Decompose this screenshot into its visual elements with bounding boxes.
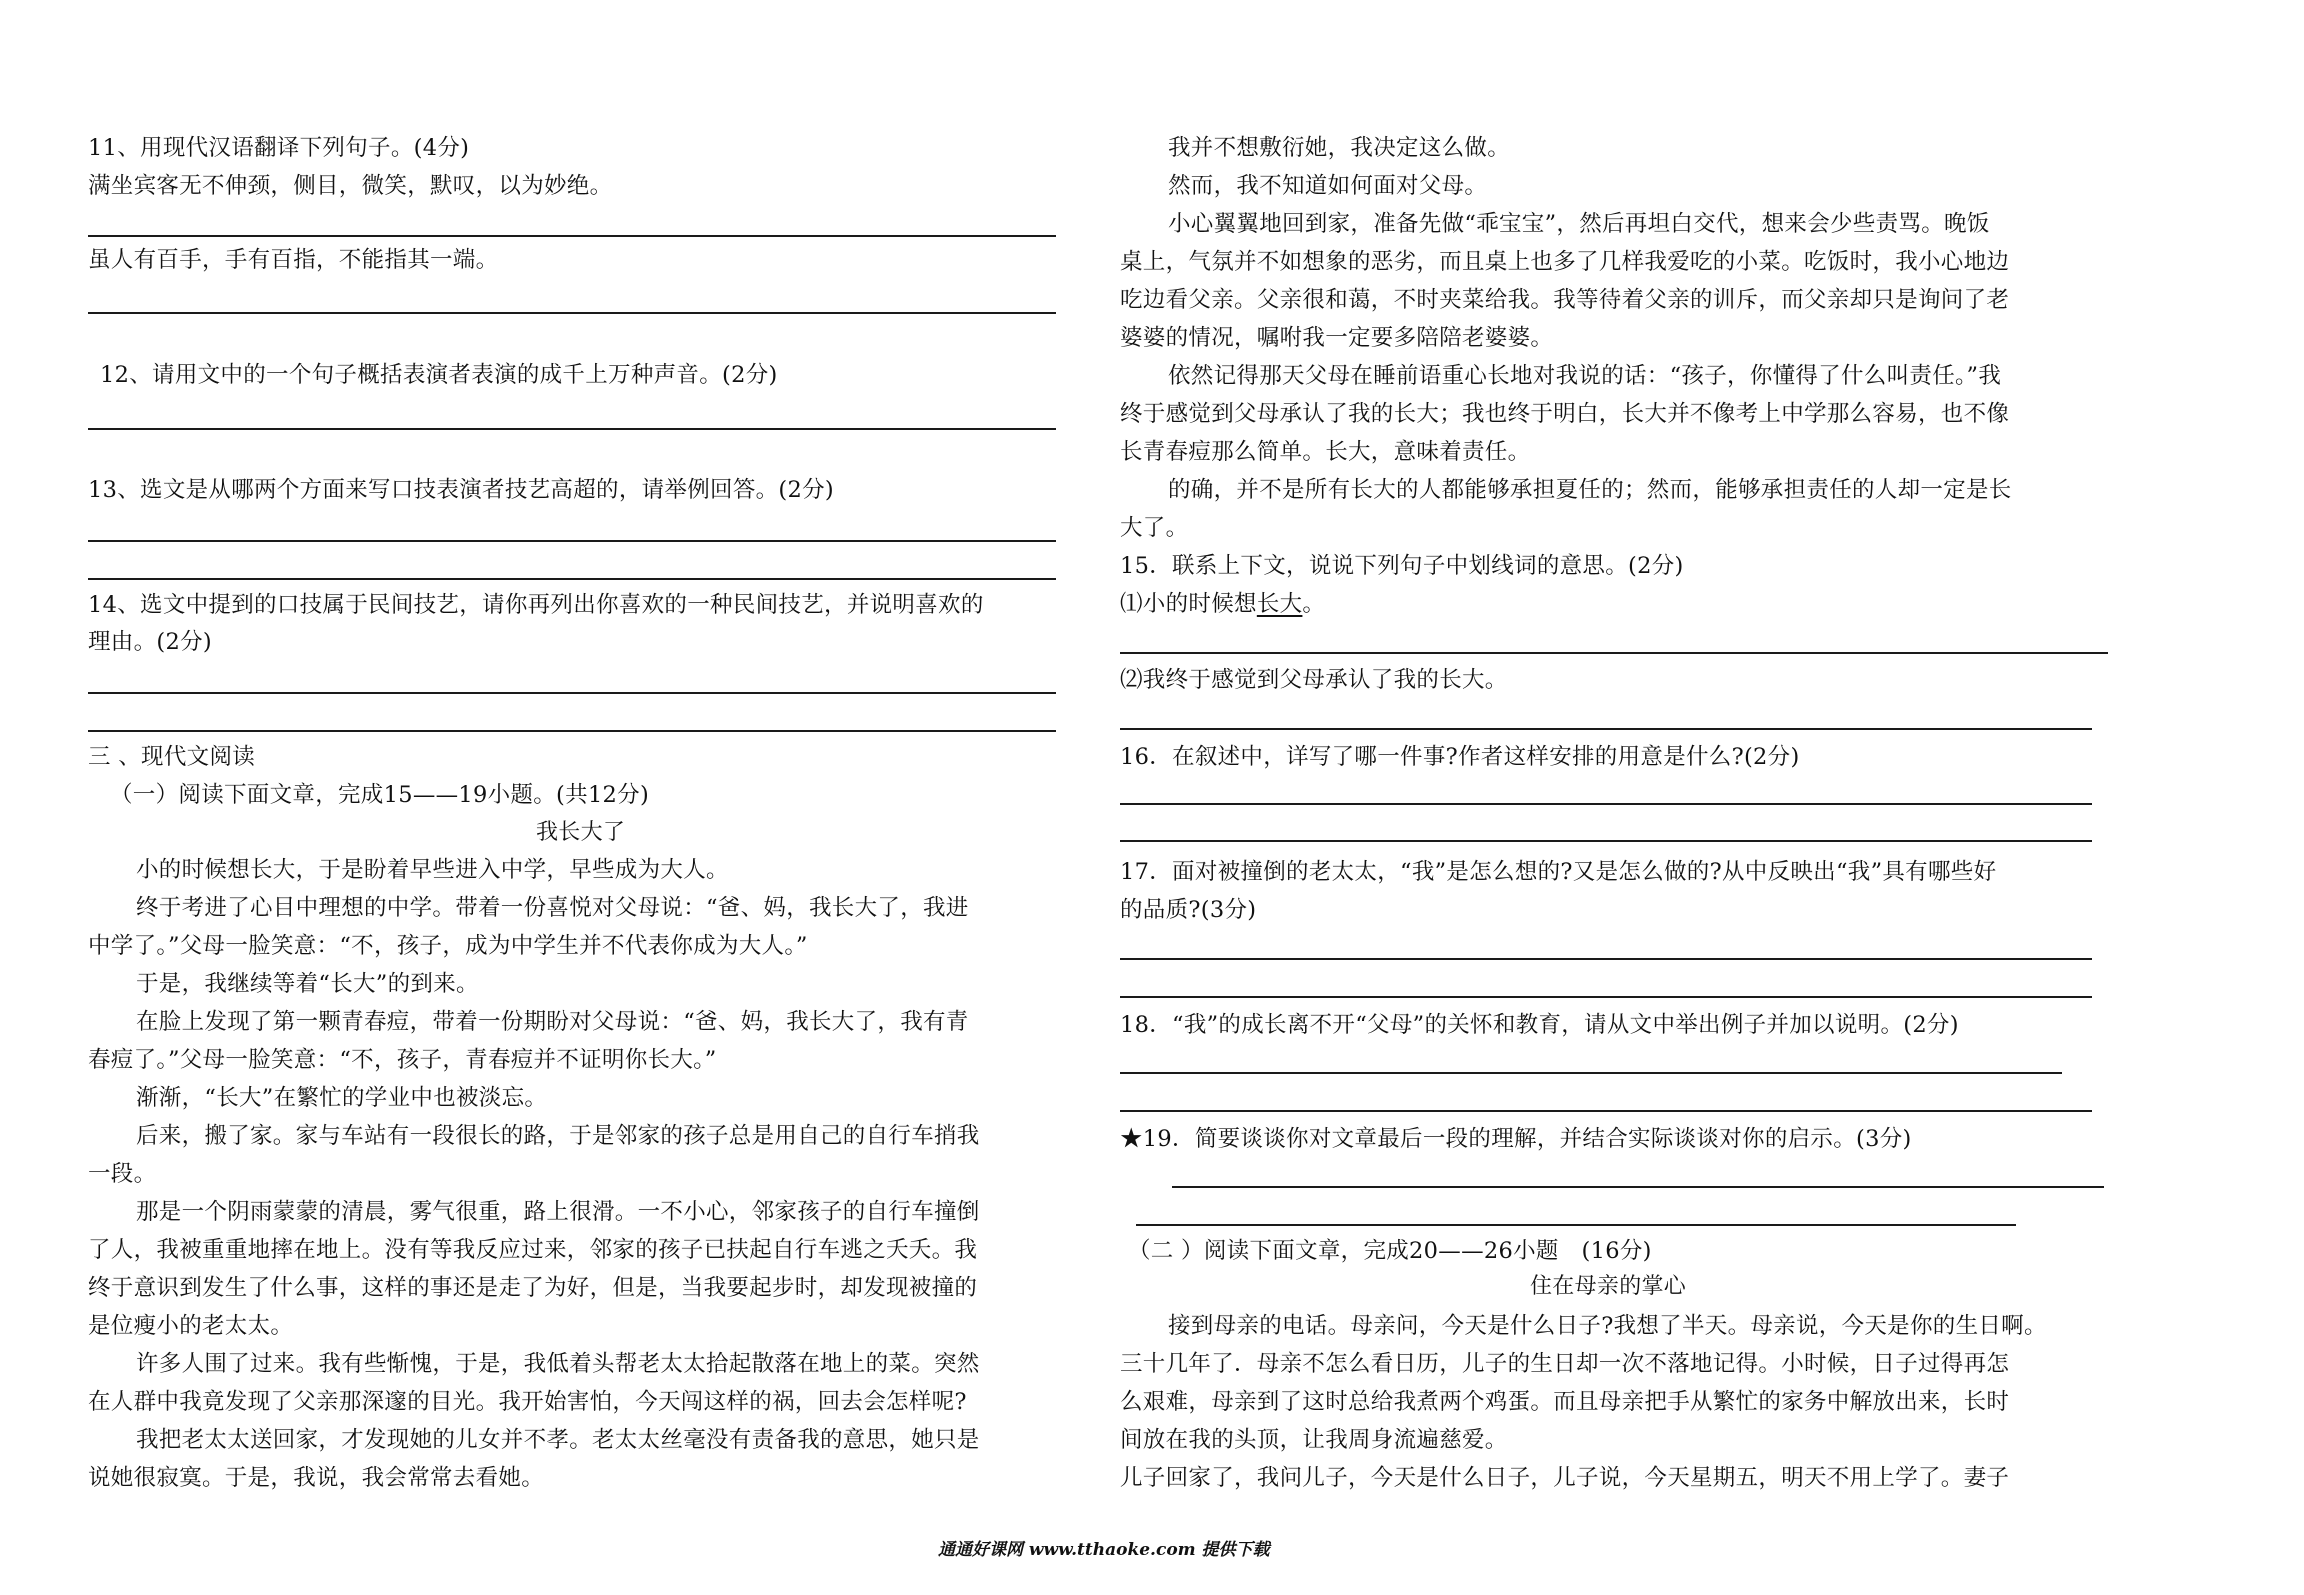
answer-line: [1120, 1110, 2092, 1112]
answer-line: [1120, 840, 2092, 842]
answer-line: [88, 235, 1056, 237]
answer-line: [1120, 728, 2092, 730]
article-paragraph: 渐渐，“长大”在繁忙的学业中也被淡忘。: [136, 1085, 548, 1111]
article-2-paragraph: 儿子回家了，我问儿子，今天是什么日子，儿子说，今天星期五，明天不用上学了。妻子: [1120, 1465, 2010, 1491]
article-paragraph: 许多人围了过来。我有些惭愧，于是，我低着头帮老太太拾起散落在地上的菜。突然: [136, 1351, 980, 1377]
answer-line: [88, 730, 1056, 732]
article-paragraph: 了人，我被重重地摔在地上。没有等我反应过来，邻家的孩子已扶起自行车逃之夭夭。我: [88, 1237, 978, 1263]
article-paragraph: 长青春痘那么简单。长大，意味着责任。: [1120, 439, 1531, 465]
question-15-item-1: [1120, 589, 1325, 619]
answer-line: [88, 540, 1056, 542]
article-2-paragraph: 三十几年了．母亲不怎么看日历，儿子的生日却一次不落地记得。小时候，日子过得再怎: [1120, 1351, 2010, 1377]
question-14-line-2: 理由。(2分): [88, 629, 212, 655]
article-paragraph: 大了。: [1120, 515, 1189, 541]
question-19: ★19．简要谈谈你对文章最后一段的理解，并结合实际谈谈对你的启示。(3分): [1120, 1126, 1912, 1152]
question-14-line-1: 14、选文中提到的口技属于民间技艺，请你再列出你喜欢的一种民间技艺，并说明喜欢的: [88, 592, 984, 618]
article-2-title: 住在母亲的掌心: [1530, 1274, 1687, 1299]
article-paragraph: 那是一个阴雨蒙蒙的清晨，雾气很重，路上很滑。一不小心，邻家孩子的自行车撞倒: [136, 1199, 980, 1225]
article-paragraph: 是位瘦小的老太太。: [88, 1313, 294, 1339]
question-16: 16．在叙述中，详写了哪一件事?作者这样安排的用意是什么?(2分): [1120, 744, 1800, 770]
article-2-paragraph: 接到母亲的电话。母亲问，今天是什么日子?我想了半天。母亲说，今天是你的生日啊。: [1168, 1313, 2047, 1339]
answer-line: [88, 692, 1056, 694]
article-paragraph: 的确，并不是所有长大的人都能够承担夏任的；然而，能够承担责任的人却一定是长: [1168, 477, 2012, 503]
answer-line: [88, 428, 1056, 430]
answer-line: [1120, 1072, 2062, 1074]
question-15-item-2: ⑵我终于感觉到父母承认了我的长大。: [1120, 667, 1508, 693]
answer-line: [88, 578, 1056, 580]
article-paragraph: 春痘了。”父母一脸笑意：“不，孩子，青春痘并不证明你长大。”: [88, 1047, 717, 1073]
article-paragraph: 在人群中我竟发现了父亲那深邃的目光。我开始害怕，今天闯这样的祸，回去会怎样呢?: [88, 1389, 967, 1415]
part-2-instructions: （二 ）阅读下面文章，完成20——26小题 (16分): [1128, 1238, 1652, 1264]
question-12: 12、请用文中的一个句子概括表演者表演的成千上万种声音。(2分): [100, 362, 778, 388]
article-paragraph: 说她很寂寞。于是，我说，我会常常去看她。: [88, 1465, 545, 1491]
article-paragraph: 小心翼翼地回到家，准备先做“乖宝宝”，然后再坦白交代，想来会少些责骂。晚饭: [1168, 211, 1990, 237]
answer-line: [1120, 803, 2092, 805]
answer-line: [1172, 1186, 2104, 1188]
article-paragraph: 于是，我继续等着“长大”的到来。: [136, 971, 479, 997]
article-2-paragraph: 间放在我的头顶，让我周身流遍慈爱。: [1120, 1427, 1508, 1453]
article-paragraph: 依然记得那天父母在睡前语重心长地对我说的话：“孩子，你懂得了什么叫责任。”我: [1168, 363, 2002, 389]
article-paragraph: 婆婆的情况，嘱咐我一定要多陪陪老婆婆。: [1120, 325, 1554, 351]
q15-1-text: ⑴小的时候想: [1120, 591, 1257, 617]
question-13: 13、选文是从哪两个方面来写口技表演者技艺高超的，请举例回答。(2分): [88, 477, 835, 503]
question-15: 15．联系上下文，说说下列句子中划线词的意思。(2分): [1120, 553, 1684, 579]
article-title: 我长大了: [536, 820, 626, 845]
page-footer: 通通好课网 www.tthaoke.com 提供下载: [938, 1540, 1270, 1560]
article-paragraph: 小的时候想长大，于是盼着早些进入中学，早些成为大人。: [136, 857, 729, 883]
article-paragraph: 桌上，气氛并不如想象的恶劣，而且桌上也多了几样我爱吃的小菜。吃饭时，我小心地边: [1120, 249, 2010, 275]
article-paragraph: 我并不想敷衍她，我决定这么做。: [1168, 135, 1511, 161]
answer-line: [1120, 958, 2092, 960]
article-paragraph: 终于考进了心目中理想的中学。带着一份喜悦对父母说：“爸、妈，我长大了，我进: [136, 895, 969, 921]
answer-line: [88, 312, 1056, 314]
article-paragraph: 吃边看父亲。父亲很和蔼，不时夹菜给我。我等待着父亲的训斥，而父亲却只是询问了老: [1120, 287, 2010, 313]
section-3-heading: 三 、现代文阅读: [88, 744, 256, 770]
question-18: 18．“我”的成长离不开“父母”的关怀和教育，请从文中举出例子并加以说明。(2分): [1120, 1012, 1959, 1038]
article-paragraph: 终于意识到发生了什么事，这样的事还是走了为好，但是，当我要起步时，却发现被撞的: [88, 1275, 978, 1301]
answer-line: [1136, 1224, 2016, 1226]
article-paragraph: 后来，搬了家。家与车站有一段很长的路，于是邻家的孩子总是用自己的自行车捎我: [136, 1123, 980, 1149]
underlined-word: 长大: [1256, 591, 1303, 617]
question-11-sentence-2: 虽人有百手，手有百指，不能指其一端。: [88, 247, 499, 273]
article-paragraph: 我把老太太送回家，才发现她的儿女并不孝。老太太丝毫没有责备我的意思，她只是: [136, 1427, 980, 1453]
part-1-instructions: （一）阅读下面文章，完成15——19小题。(共12分): [110, 782, 650, 808]
question-17-line-1: 17．面对被撞倒的老太太，“我”是怎么想的?又是怎么做的?从中反映出“我”具有哪些好: [1120, 859, 1997, 885]
article-2-paragraph: 么艰难，母亲到了这时总给我煮两个鸡蛋。而且母亲把手从繁忙的家务中解放出来，长时: [1120, 1389, 2010, 1415]
article-paragraph: 在脸上发现了第一颗青春痘，带着一份期盼对父母说：“爸、妈，我长大了，我有青: [136, 1009, 969, 1035]
question-17-line-2: 的品质?(3分): [1120, 897, 1257, 923]
article-paragraph: 一段。: [88, 1161, 157, 1187]
question-11: 11、用现代汉语翻译下列句子。(4分): [88, 135, 470, 161]
question-11-sentence-1: 满坐宾客无不伸颈，侧目，微笑，默叹，以为妙绝。: [88, 173, 613, 199]
article-paragraph: 然而，我不知道如何面对父母。: [1168, 173, 1488, 199]
answer-line: [1120, 652, 2108, 654]
article-paragraph: 中学了。”父母一脸笑意：“不，孩子，成为中学生并不代表你成为大人。”: [88, 933, 808, 959]
article-paragraph: 终于感觉到父母承认了我的长大；我也终于明白，长大并不像考上中学那么容易，也不像: [1120, 401, 2010, 427]
answer-line: [1120, 996, 2092, 998]
q15-1-end: 。: [1302, 591, 1326, 617]
